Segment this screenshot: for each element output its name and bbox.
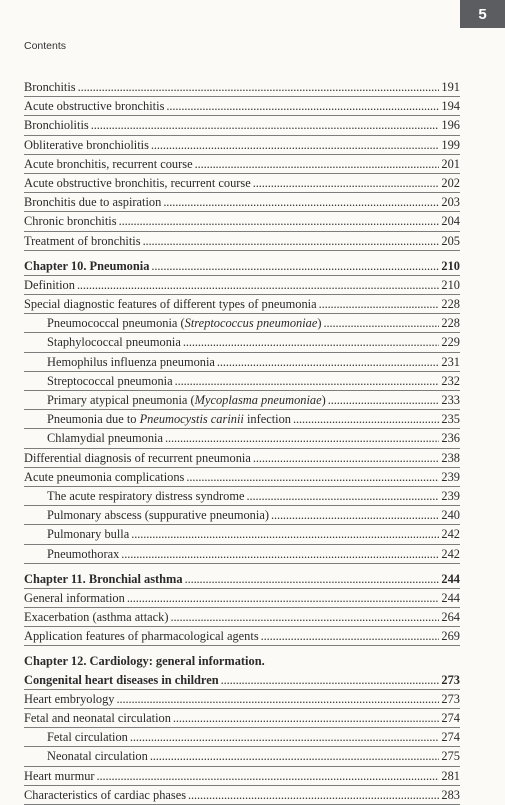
toc-entry-page: 236 [441, 431, 460, 446]
toc-entry[interactable] [24, 212, 460, 231]
toc-entry-page: 244 [441, 571, 460, 586]
dot-leader [188, 786, 439, 804]
toc-entry[interactable] [24, 709, 460, 728]
toc-entry-page: 202 [441, 175, 460, 190]
toc-entry-title: Pneumococcal pneumonia (Streptococcus pneumoniae) [47, 316, 322, 331]
toc-entry[interactable] [24, 174, 460, 193]
toc-subentry[interactable] [24, 487, 460, 506]
toc-entry-title: Chronic bronchitis [24, 214, 117, 229]
dot-leader [117, 690, 440, 708]
toc-subentry[interactable] [24, 353, 460, 372]
dot-leader [166, 97, 439, 115]
dot-leader [97, 767, 440, 785]
toc-entry-title: The acute respiratory distress syndrome [47, 488, 245, 503]
toc-entry-title: Chapter 10. Pneumonia [24, 258, 150, 273]
toc-subentry[interactable] [24, 314, 460, 333]
toc-entry-page: 242 [441, 527, 460, 542]
toc-entry-page: 264 [441, 610, 460, 625]
toc-entry-page: 229 [441, 335, 460, 350]
toc-entry-page: 238 [441, 450, 460, 465]
dot-leader [183, 333, 440, 351]
dot-leader [247, 487, 440, 505]
toc-entry[interactable] [24, 136, 460, 155]
toc-subentry[interactable] [24, 410, 460, 429]
dot-leader [121, 545, 439, 563]
toc-entry-page: 275 [441, 749, 460, 764]
toc-entry-page: 228 [441, 316, 460, 331]
toc-entry-title: Pneumonia due to Pneumocystis carinii infection [47, 412, 291, 427]
toc-entry[interactable] [24, 589, 460, 608]
dot-leader [130, 728, 440, 746]
dot-leader [186, 468, 439, 486]
toc-entry[interactable] [24, 690, 460, 709]
toc-entry-title: Acute bronchitis, recurrent course [24, 156, 193, 171]
toc-entry-title: Pneumothorax [47, 546, 120, 561]
toc-entry-title: Congenital heart diseases in children [24, 672, 219, 687]
toc-entry-page: 210 [441, 277, 460, 292]
toc-entry-title: General information [24, 590, 125, 605]
toc-entry-page: 203 [441, 195, 460, 210]
toc-subentry[interactable] [24, 333, 460, 352]
toc-entry-title: Characteristics of cardiac phases [24, 787, 187, 802]
toc-entry-page: 269 [441, 629, 460, 644]
toc-entry-page: 231 [441, 354, 460, 369]
toc-entry-page: 244 [441, 590, 460, 605]
toc-entry[interactable] [24, 155, 460, 174]
toc-entry-page: 196 [441, 118, 460, 133]
dot-leader [151, 136, 439, 154]
toc-entry-title: Definition [24, 277, 75, 292]
toc-entry[interactable] [24, 608, 460, 627]
toc-entry-page: 199 [441, 137, 460, 152]
toc-entry-title: Exacerbation (asthma attack) [24, 610, 169, 625]
toc-entry-page: 194 [441, 99, 460, 114]
toc-entry-title: Streptococcal pneumonia [47, 373, 173, 388]
toc-chapter-entry[interactable] [24, 570, 460, 589]
toc-entry[interactable] [24, 116, 460, 135]
toc-subentry[interactable] [24, 429, 460, 448]
dot-leader [127, 589, 440, 607]
toc-entry-page: 239 [441, 469, 460, 484]
toc-entry-page: 233 [441, 393, 460, 407]
toc-entry-title: Chlamydial pneumonia [47, 431, 163, 446]
dot-leader [175, 372, 440, 390]
dot-leader [253, 449, 440, 467]
dot-leader [150, 747, 440, 765]
toc-entry-title: Chapter 11. Bronchial asthma [24, 571, 183, 586]
toc-entry[interactable] [24, 232, 460, 251]
dot-leader [119, 212, 440, 230]
toc-entry[interactable] [24, 767, 460, 786]
toc-subentry[interactable] [24, 747, 460, 766]
dot-leader [143, 232, 440, 250]
dot-leader [173, 709, 439, 727]
toc-entry[interactable] [24, 193, 460, 212]
dot-leader [323, 314, 439, 332]
dot-leader [217, 353, 439, 371]
toc-entry-page: 239 [441, 488, 460, 503]
toc-entry[interactable] [24, 78, 460, 97]
dot-leader [185, 570, 440, 588]
toc-entry-page: 201 [441, 156, 460, 171]
toc-entry-title: Bronchiolitis [24, 118, 89, 133]
toc-entry-page: 283 [441, 787, 460, 802]
toc-entry-page: 205 [441, 233, 460, 248]
toc-entry-page: 210 [441, 258, 460, 273]
toc-subentry[interactable] [24, 728, 460, 747]
toc-entry-title: Acute pneumonia complications [24, 469, 185, 484]
toc-entry-page: 240 [441, 508, 460, 523]
dot-leader [78, 78, 440, 96]
dot-leader [319, 295, 440, 313]
toc-entry-title: Hemophilus influenza pneumonia [47, 354, 215, 369]
dot-leader [163, 193, 439, 211]
toc-entry[interactable] [24, 276, 460, 295]
dot-leader [293, 410, 439, 428]
toc-entry-page: 274 [441, 711, 460, 725]
section-label: Contents [24, 40, 67, 52]
toc-entry-page: 232 [441, 373, 460, 388]
page-number-tab [460, 0, 505, 28]
toc-entry-title: Obliterative bronchiolitis [24, 137, 149, 152]
toc-entry[interactable] [24, 97, 460, 116]
toc-entry-title: Pulmonary abscess (suppurative pneumonia) [47, 508, 269, 523]
dot-leader [91, 116, 440, 134]
dot-leader [77, 276, 439, 294]
toc-entry-title: Bronchitis due to aspiration [24, 195, 162, 210]
toc-entry[interactable] [24, 449, 460, 468]
toc-entry[interactable] [24, 786, 460, 805]
toc-chapter-entry[interactable] [24, 671, 460, 690]
toc-subentry[interactable] [24, 391, 460, 410]
dot-leader [328, 391, 440, 409]
toc-entry[interactable] [24, 627, 460, 646]
toc-entry-title: Pulmonary bulla [47, 527, 130, 542]
dot-leader [271, 506, 439, 524]
toc-entry-title: Neonatal circulation [47, 749, 148, 764]
table-of-contents [24, 78, 460, 805]
dot-leader [131, 525, 439, 543]
toc-entry-page: 274 [441, 730, 460, 745]
dot-leader [165, 429, 439, 447]
toc-entry-title: Fetal circulation [47, 730, 128, 745]
toc-chapter-heading[interactable] [24, 652, 460, 670]
dot-leader [253, 174, 440, 192]
toc-entry-title: Bronchitis [24, 80, 76, 94]
toc-entry-page: 242 [441, 546, 460, 561]
toc-subentry[interactable] [24, 545, 460, 564]
toc-chapter-entry[interactable] [24, 257, 460, 276]
dot-leader [170, 608, 439, 626]
dot-leader [261, 627, 440, 645]
dot-leader [195, 155, 440, 173]
toc-entry-title: Heart embryology [24, 691, 115, 706]
toc-subentry[interactable] [24, 372, 460, 391]
toc-entry[interactable] [24, 295, 460, 314]
toc-entry-title: Acute obstructive bronchitis [24, 99, 165, 114]
toc-entry-title: Application features of pharmacological agents [24, 629, 259, 644]
toc-entry-page: 273 [441, 691, 460, 706]
toc-entry-title: Treatment of bronchitis [24, 233, 141, 248]
toc-entry-title: Fetal and neonatal circulation [24, 711, 171, 725]
toc-entry-title: Staphylococcal pneumonia [47, 335, 181, 350]
toc-entry-title: Heart murmur [24, 768, 95, 783]
toc-entry-title: Differential diagnosis of recurrent pneumonia [24, 450, 251, 465]
toc-entry-page: 191 [441, 80, 460, 94]
toc-entry-title: Primary atypical pneumonia (Mycoplasma pneumoniae) [47, 393, 326, 407]
toc-subentry[interactable] [24, 506, 460, 525]
toc-entry[interactable] [24, 468, 460, 487]
toc-entry-page: 235 [441, 412, 460, 427]
toc-entry-page: 204 [441, 214, 460, 229]
toc-entry-title: Special diagnostic features of different types of pneumonia [24, 297, 317, 312]
toc-subentry[interactable] [24, 525, 460, 544]
toc-entry-title: Acute obstructive bronchitis, recurrent course [24, 175, 251, 190]
page-number: 5 [478, 5, 487, 23]
toc-entry-title: Chapter 12. Cardiology: general information. [24, 654, 265, 669]
dot-leader [151, 257, 439, 275]
toc-entry-page: 228 [441, 297, 460, 312]
toc-entry-page: 281 [441, 768, 460, 783]
toc-entry-page: 273 [441, 672, 460, 687]
dot-leader [221, 671, 440, 689]
